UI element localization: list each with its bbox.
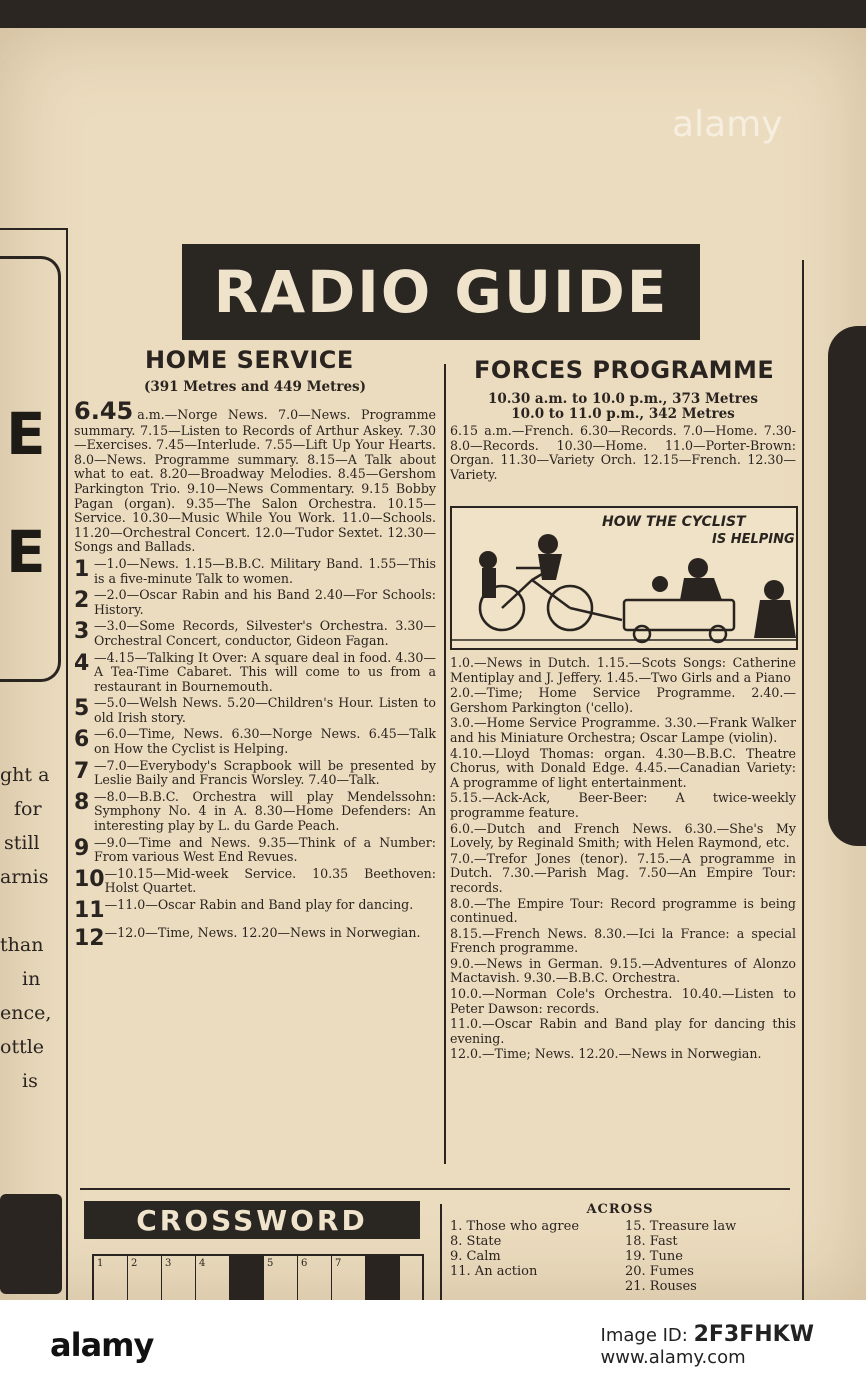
stock-footer (0, 1300, 866, 1390)
left-text-fragment: arnis (0, 866, 49, 888)
crossword-cell[interactable]: 2 (128, 1256, 162, 1300)
home-service-column (74, 380, 436, 954)
left-text-fragment: ottle (0, 1036, 45, 1058)
hour-number: 2 (74, 588, 90, 614)
figure-head-icon (538, 534, 558, 554)
crossword-across-clues (450, 1202, 790, 1294)
hour-number: 5 (74, 696, 90, 722)
entry-text: —11.0—Oscar Rabin and Band play for dancing. (104, 897, 414, 912)
hour-number: 7 (74, 758, 90, 784)
clues-right-column (625, 1219, 790, 1294)
image-id (601, 1322, 814, 1368)
left-text-fragment: for (14, 798, 42, 820)
hour-number: 6 (74, 727, 90, 753)
entry-text: —1.0—News. 1.15—B.B.C. Military Band. 1.55—This is a five-minute Talk to women. (94, 555, 436, 586)
figure-head-icon (688, 558, 708, 578)
clue: 20. Fumes (625, 1264, 694, 1279)
schedule-entry (74, 727, 436, 756)
schedule-entry (74, 651, 436, 695)
figure-head-icon (479, 551, 497, 569)
schedule-entry (74, 696, 436, 725)
schedule-entry (74, 836, 436, 865)
schedule-entry (74, 867, 436, 896)
schedule-entry (74, 790, 436, 834)
crossword-cell[interactable]: 5 (264, 1256, 298, 1300)
hour-number: 4 (74, 650, 90, 676)
forces-entry: 2.0.—Time; Home Service Programme. 2.40.—Gershom Parkington ('cello). (450, 685, 796, 715)
figure-head-icon (652, 576, 668, 592)
entry-text: —12.0—Time, News. 12.20—News in Norwegian. (104, 925, 421, 940)
forces-entry: 7.0.—Trefor Jones (tenor). 7.15.—A programme in Dutch. 7.30.—Parish Mag. 7.50—An Empire Tour: records. (450, 850, 796, 895)
schedule-entry (74, 898, 436, 924)
entry-text: a.m.—Norge News. 7.0—News. Programme summary. 7.15—Listen to Records of Arthur Askey. 7.30—Exercises. 7.45—Interlude. 7.55—Lift Up Your Hearts. 8.0—News. Programme summary. 8.15—A Talk about what to eat. 8.20—Broadway Melodies. 8.45—Gershom Parkington Trio. 9.10—News Commentary. 9.15 Bobby Pagan (organ). 9.35—The Salon Orchestra. 10.15—Service. 10.30—Music While You Work. 11.0—Schools. 11.20—Orchestral Concert. 12.0—Tudor Sextet. 12.30—Songs and Ballads. (74, 406, 436, 555)
right-ad-block (828, 326, 866, 846)
hour-number: 8 (74, 789, 90, 815)
schedule-entry (74, 588, 436, 617)
clue: 19. Tune (625, 1249, 683, 1264)
clue: 15. Treasure law (625, 1219, 737, 1234)
schedule-entry (74, 759, 436, 788)
hour-number: 10 (74, 866, 105, 892)
entry-text: —9.0—Time and News. 9.35—Think of a Number: From various West End Revues. (94, 834, 436, 865)
forces-programme-column (450, 656, 796, 1063)
clue: 9. Calm (450, 1249, 501, 1264)
left-text-fragment: ght a (0, 764, 50, 786)
clues-left-column (450, 1219, 615, 1294)
forces-entry: 9.0.—News in German. 9.15.—Adventures of Alonzo Mactavish. 9.30.—B.B.C. Orchestra. (450, 955, 796, 986)
left-text-fragment: ence, (0, 1002, 52, 1024)
hour-number: 1 (74, 556, 90, 582)
left-text-fragment: still (4, 832, 40, 854)
clue: 21. Rouses (625, 1279, 697, 1294)
crossword-cell-black (230, 1256, 264, 1300)
left-ad-block (0, 1194, 62, 1294)
crossword-cell[interactable]: 1 (94, 1256, 128, 1300)
entry-text: —8.0—B.B.C. Orchestra will play Mendelssohn: Symphony No. 4 in A. 8.30—Home Defenders: An interesting play by L. du Garde Peach. (94, 788, 436, 834)
crossword-cell[interactable]: 4 (196, 1256, 230, 1300)
forces-entry: 4.10.—Lloyd Thomas: organ. 4.30—B.B.C. Theatre Chorus, with Donald Edge. 4.45.—Canadian Variety: A programme of light entertainment. (450, 745, 796, 790)
left-ad-letter-2: E (6, 518, 46, 586)
cyclist-cartoon (450, 506, 798, 650)
hour-number: 11 (74, 898, 105, 923)
crossword-cell[interactable]: 3 (162, 1256, 196, 1300)
forces-entry: 1.0.—News in Dutch. 1.15.—Scots Songs: Catherine Mentiplay and J. Jeffery. 1.45.—Two Girls and a Piano (450, 655, 796, 685)
newspaper-page (0, 28, 866, 1300)
forces-entry: 3.0.—Home Service Programme. 3.30.—Frank Walker and his Miniature Orchestra; Oscar Lampe (violin). (450, 715, 796, 745)
crossword-divider (440, 1204, 442, 1300)
entry-text: —10.15—Mid-week Service. 10.35 Beethoven: Holst Quartet. (104, 865, 436, 896)
hour-number: 6.45 (74, 396, 134, 425)
forces-entry: 6.0.—Dutch and French News. 6.30.—She's My Lovely, by Reginald Smith; with Helen Raymond, etc. (450, 820, 796, 851)
crossword-top-rule (80, 1188, 790, 1190)
home-service-heading: HOME SERVICE (145, 346, 354, 374)
forces-morning-text: 6.15 a.m.—French. 6.30—Records. 7.0—Home. 7.30-8.0—Records. 10.30—Home. 11.0—Porter-Brown: Organ. 11.30—Variety Orch. 12.15—French. 12.30—Variety. (450, 423, 796, 482)
schedule-entry (74, 557, 436, 586)
watermark: alamy (672, 104, 783, 145)
clue: 18. Fast (625, 1234, 678, 1249)
hour-number: 9 (74, 835, 90, 861)
forces-programme-heading: FORCES PROGRAMME (474, 356, 775, 384)
crossword-cell-black (366, 1256, 400, 1300)
left-text-fragment: in (22, 968, 41, 990)
column-rule-right (802, 260, 804, 1300)
hour-number: 3 (74, 619, 90, 645)
crossword-banner: CROSSWORD (84, 1201, 420, 1239)
crossword-grid[interactable] (92, 1254, 424, 1300)
schedule-entry-morning (74, 398, 436, 555)
cartoon-caption: HOW THE CYCLIST (602, 514, 746, 530)
forces-entry: 11.0.—Oscar Rabin and Band play for dancing this evening. (450, 1016, 796, 1046)
home-service-wavelengths: (391 Metres and 449 Metres) (143, 379, 367, 395)
figure-head-icon (764, 580, 784, 600)
entry-text: —4.15—Talking It Over: A square deal in food. 4.30—A Tea-Time Cabaret. This will come to us from a restaurant in Bournemouth. (94, 649, 436, 694)
forces-programme-column-top (450, 392, 796, 484)
forces-entry: 12.0.—Time; News. 12.20.—News in Norwegian. (450, 1046, 762, 1062)
clue: 1. Those who agree (450, 1219, 580, 1234)
clue: 11. An action (450, 1264, 538, 1279)
clue: 8. State (450, 1234, 502, 1249)
left-ad-letter-1: E (6, 400, 46, 468)
left-column-rule (0, 228, 66, 230)
radio-guide-banner: RADIO GUIDE (182, 244, 700, 340)
entry-text: —5.0—Welsh News. 5.20—Children's Hour. Listen to old Irish story. (94, 695, 436, 725)
entry-text: —7.0—Everybody's Scrapbook will be presented by Leslie Baily and Francis Worsley. 7.40—Talk. (94, 757, 436, 788)
crossword-cell[interactable]: 7 (332, 1256, 366, 1300)
entry-text: —2.0—Oscar Rabin and his Band 2.40—For Schools: History. (94, 587, 436, 617)
entry-text: —3.0—Some Records, Silvester's Orchestra. 3.30—Orchestral Concert, conductor, Gideon Fagan. (94, 618, 436, 648)
forces-wavelength-2: 10.0 to 11.0 p.m., 342 Metres (511, 405, 735, 422)
schedule-entry (74, 619, 436, 648)
forces-entry: 10.0.—Norman Cole's Orchestra. 10.40.—Listen to Peter Dawson: records. (450, 986, 796, 1016)
image-id-label: Image ID: (600, 1325, 688, 1346)
entry-text: —6.0—Time, News. 6.30—Norge News. 6.45—Talk on How the Cyclist is Helping. (94, 726, 436, 757)
forces-wavelength-1: 10.30 a.m. to 10.0 p.m., 373 Metres (487, 391, 759, 407)
forces-entry: 5.15.—Ack-Ack, Beer-Beer: A twice-weekly programme feature. (450, 790, 796, 820)
schedule-entry (74, 926, 436, 952)
alamy-logo[interactable]: alamy (50, 1326, 154, 1364)
hour-number: 12 (74, 926, 105, 951)
column-rule-left (66, 228, 68, 1300)
left-ad-frame (0, 256, 61, 682)
image-id-value: 2F3FHKW (693, 1322, 814, 1347)
left-text-fragment: than (0, 934, 44, 956)
cartoon-caption-2: IS HELPING (712, 532, 795, 547)
column-divider (444, 364, 446, 1164)
crossword-cell[interactable]: 6 (298, 1256, 332, 1300)
site-url[interactable]: www.alamy.com (600, 1347, 746, 1368)
forces-entry: 8.0.—The Empire Tour: Record programme is being continued. (450, 895, 796, 926)
across-heading: ACROSS (586, 1202, 654, 1217)
forces-entry: 8.15.—French News. 8.30.—Ici la France: a special French programme. (450, 925, 796, 956)
left-text-fragment: is (22, 1070, 38, 1092)
